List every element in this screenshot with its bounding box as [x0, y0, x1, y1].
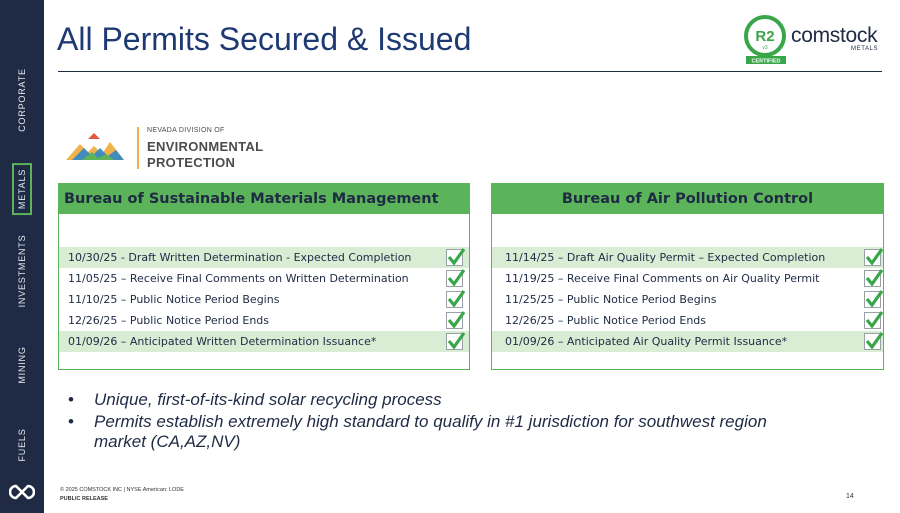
bullet-text: Unique, first-of-its-kind solar recycling process: [94, 390, 442, 409]
footer-copyright: © 2025 COMSTOCK INC | NYSE American: LODE: [60, 487, 184, 493]
nav-item-corporate[interactable]: CORPORATE: [17, 68, 27, 132]
bullet-list: [68, 390, 808, 454]
milestone-row: [492, 289, 883, 310]
footer-release: PUBLIC RELEASE: [60, 496, 108, 502]
nav-item-fuels[interactable]: FUELS: [17, 428, 27, 462]
milestone-text: 12/26/25 – Public Notice Period Ends: [505, 314, 707, 327]
title-divider: [58, 71, 882, 72]
milestone-row: [59, 331, 469, 352]
agency-line-2: ENVIRONMENTAL: [147, 139, 264, 154]
nav-item-mining[interactable]: MINING: [17, 346, 27, 384]
checkbox-checked-icon: [446, 333, 463, 350]
panel-air-pollution: [491, 183, 884, 370]
milestone-text: 11/25/25 – Public Notice Period Begins: [505, 293, 717, 306]
agency-line-1: NEVADA DIVISION OF: [147, 127, 225, 134]
sidebar-nav: [0, 0, 44, 513]
bullet-dot-icon: •: [68, 412, 74, 431]
ndep-divider: [137, 127, 139, 169]
comstock-loop-icon: [9, 482, 35, 502]
milestone-text: 11/05/25 – Receive Final Comments on Written Determination: [68, 272, 409, 285]
ndep-mountains-icon: [64, 127, 126, 163]
milestone-text: 01/09/26 – Anticipated Air Quality Permit Issuance*: [505, 335, 788, 348]
milestone-text: 11/14/25 – Draft Air Quality Permit – Expected Completion: [505, 251, 826, 264]
panel-title: Bureau of Air Pollution Control: [492, 184, 883, 214]
milestone-row: [492, 247, 883, 268]
checkbox-checked-icon: [446, 249, 463, 266]
bullet-text: Permits establish extremely high standard to qualify in #1 jurisdiction for southwest region market (CA,AZ,NV): [94, 412, 767, 451]
checkbox-checked-icon: [864, 333, 881, 350]
milestone-text: 11/19/25 – Receive Final Comments on Air Quality Permit: [505, 272, 820, 285]
brand-sub: METALS: [851, 46, 879, 52]
milestone-row: [492, 310, 883, 331]
svg-text:v3: v3: [762, 45, 768, 51]
svg-text:R2: R2: [755, 28, 775, 45]
checkbox-checked-icon: [446, 270, 463, 287]
milestone-text: 10/30/25 - Draft Written Determination - Expected Completion: [68, 251, 412, 264]
checkbox-checked-icon: [864, 291, 881, 308]
milestone-row: [492, 331, 883, 352]
nav-item-investments[interactable]: INVESTMENTS: [17, 234, 27, 308]
checkbox-checked-icon: [864, 270, 881, 287]
milestone-row: [59, 310, 469, 331]
checkbox-checked-icon: [864, 249, 881, 266]
milestone-text: 01/09/26 – Anticipated Written Determination Issuance*: [68, 335, 377, 348]
checkbox-checked-icon: [446, 291, 463, 308]
milestone-row: [59, 247, 469, 268]
panel-title: Bureau of Sustainable Materials Management: [59, 184, 469, 214]
milestone-text: 12/26/25 – Public Notice Period Ends: [68, 314, 270, 327]
milestone-row: [492, 268, 883, 289]
milestone-row: [59, 289, 469, 310]
milestone-list: [492, 247, 883, 352]
brand-name: comstock: [791, 24, 878, 47]
bullet-item: [68, 390, 808, 410]
milestone-row: [59, 268, 469, 289]
checkbox-checked-icon: [864, 312, 881, 329]
agency-line-3: PROTECTION: [147, 155, 236, 170]
page-number: 14: [846, 493, 854, 500]
nav-item-metals[interactable]: METALS: [12, 163, 32, 215]
bullet-dot-icon: •: [68, 390, 74, 409]
milestone-list: [59, 247, 469, 352]
svg-text:CERTIFIED: CERTIFIED: [751, 58, 781, 65]
page-title: All Permits Secured & Issued: [57, 21, 472, 57]
checkbox-checked-icon: [446, 312, 463, 329]
panel-sustainable-materials: [58, 183, 470, 370]
milestone-text: 11/10/25 – Public Notice Period Begins: [68, 293, 280, 306]
bullet-item: [68, 412, 808, 452]
